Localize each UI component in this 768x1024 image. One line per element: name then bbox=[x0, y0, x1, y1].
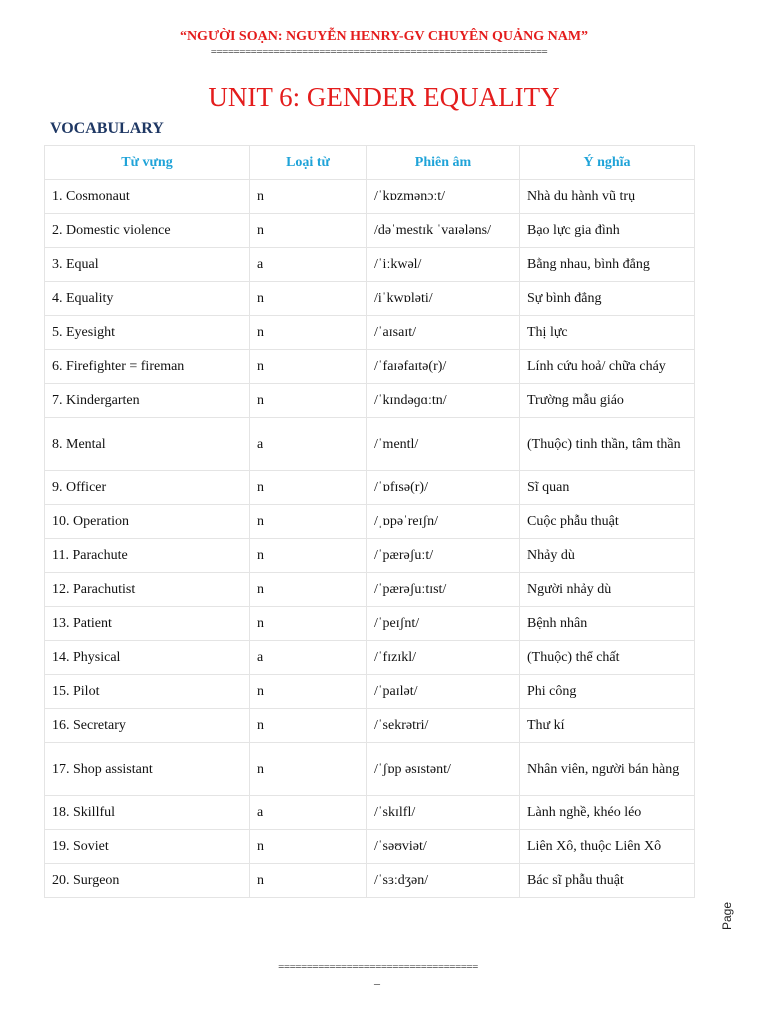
type-cell: n bbox=[250, 607, 367, 641]
word-cell: 19. Soviet bbox=[45, 830, 250, 864]
phonetic-cell: /ˈaɪsaɪt/ bbox=[367, 316, 520, 350]
word-cell: 12. Parachutist bbox=[45, 573, 250, 607]
type-cell: n bbox=[250, 539, 367, 573]
table-row bbox=[45, 180, 695, 214]
meaning-cell: Người nhảy dù bbox=[520, 573, 695, 607]
type-cell: n bbox=[250, 316, 367, 350]
column-header-type: Loại từ bbox=[250, 146, 367, 180]
table-row bbox=[45, 350, 695, 384]
table-row bbox=[45, 282, 695, 316]
type-cell: n bbox=[250, 505, 367, 539]
phonetic-cell: /ˈpaɪlət/ bbox=[367, 675, 520, 709]
phonetic-cell: /ˈskɪlfl/ bbox=[367, 796, 520, 830]
table-row bbox=[45, 830, 695, 864]
meaning-cell: Lành nghề, khéo léo bbox=[520, 796, 695, 830]
phonetic-cell: /ˈfɪzɪkl/ bbox=[367, 641, 520, 675]
word-cell: 8. Mental bbox=[45, 418, 250, 471]
vocabulary-table bbox=[44, 145, 695, 898]
word-cell: 11. Parachute bbox=[45, 539, 250, 573]
phonetic-cell: /ˈʃɒp əsɪstənt/ bbox=[367, 743, 520, 796]
meaning-cell: Nhảy dù bbox=[520, 539, 695, 573]
meaning-cell: Bệnh nhân bbox=[520, 607, 695, 641]
table-row bbox=[45, 505, 695, 539]
table-row bbox=[45, 384, 695, 418]
table-row bbox=[45, 709, 695, 743]
meaning-cell: Trường mẫu giáo bbox=[520, 384, 695, 418]
table-row bbox=[45, 214, 695, 248]
word-cell: 7. Kindergarten bbox=[45, 384, 250, 418]
meaning-cell: Bác sĩ phẫu thuật bbox=[520, 864, 695, 898]
phonetic-cell: /ˈsəʊviət/ bbox=[367, 830, 520, 864]
column-header-word: Từ vựng bbox=[45, 146, 250, 180]
table-row bbox=[45, 743, 695, 796]
meaning-cell: Sĩ quan bbox=[520, 471, 695, 505]
column-header-phonetic: Phiên âm bbox=[367, 146, 520, 180]
word-cell: 14. Physical bbox=[45, 641, 250, 675]
meaning-cell: (Thuộc) tinh thần, tâm thần bbox=[520, 418, 695, 471]
table-row bbox=[45, 796, 695, 830]
type-cell: n bbox=[250, 180, 367, 214]
word-cell: 4. Equality bbox=[45, 282, 250, 316]
meaning-cell: Bằng nhau, bình đẳng bbox=[520, 248, 695, 282]
type-cell: a bbox=[250, 248, 367, 282]
type-cell: n bbox=[250, 350, 367, 384]
table-header-row bbox=[45, 146, 695, 180]
meaning-cell: (Thuộc) thể chất bbox=[520, 641, 695, 675]
phonetic-cell: /ˈsɜːdʒən/ bbox=[367, 864, 520, 898]
phonetic-cell: /ˈkɒzmənɔːt/ bbox=[367, 180, 520, 214]
type-cell: n bbox=[250, 282, 367, 316]
type-cell: a bbox=[250, 418, 367, 471]
word-cell: 3. Equal bbox=[45, 248, 250, 282]
meaning-cell: Lính cứu hoả/ chữa cháy bbox=[520, 350, 695, 384]
unit-title: UNIT 6: GENDER EQUALITY bbox=[208, 82, 560, 112]
phonetic-cell: /iˈkwɒləti/ bbox=[367, 282, 520, 316]
type-cell: n bbox=[250, 830, 367, 864]
footer-divider: =================================== bbox=[278, 961, 478, 973]
meaning-cell: Nhân viên, người bán hàng bbox=[520, 743, 695, 796]
page-label: Page bbox=[720, 901, 734, 930]
footer-dash: – bbox=[374, 976, 380, 990]
phonetic-cell: /ˈsekrətri/ bbox=[367, 709, 520, 743]
meaning-cell: Thư kí bbox=[520, 709, 695, 743]
phonetic-cell: /ˈmentl/ bbox=[367, 418, 520, 471]
type-cell: n bbox=[250, 573, 367, 607]
table-row bbox=[45, 316, 695, 350]
word-cell: 20. Surgeon bbox=[45, 864, 250, 898]
phonetic-cell: /ˈɒfɪsə(r)/ bbox=[367, 471, 520, 505]
word-cell: 13. Patient bbox=[45, 607, 250, 641]
meaning-cell: Liên Xô, thuộc Liên Xô bbox=[520, 830, 695, 864]
table-row bbox=[45, 539, 695, 573]
word-cell: 2. Domestic violence bbox=[45, 214, 250, 248]
word-cell: 5. Eyesight bbox=[45, 316, 250, 350]
section-heading: VOCABULARY bbox=[50, 120, 164, 137]
phonetic-cell: /ˈpeɪʃnt/ bbox=[367, 607, 520, 641]
word-cell: 6. Firefighter = fireman bbox=[45, 350, 250, 384]
word-cell: 9. Officer bbox=[45, 471, 250, 505]
phonetic-cell: /ˈkɪndəɡɑːtn/ bbox=[367, 384, 520, 418]
table-row bbox=[45, 573, 695, 607]
type-cell: n bbox=[250, 675, 367, 709]
word-cell: 18. Skillful bbox=[45, 796, 250, 830]
phonetic-cell: /ˈpærəʃuːtɪst/ bbox=[367, 573, 520, 607]
type-cell: n bbox=[250, 471, 367, 505]
column-header-meaning: Ý nghĩa bbox=[520, 146, 695, 180]
type-cell: n bbox=[250, 709, 367, 743]
word-cell: 15. Pilot bbox=[45, 675, 250, 709]
header-divider: =========================================================== bbox=[210, 46, 548, 58]
meaning-cell: Nhà du hành vũ trụ bbox=[520, 180, 695, 214]
phonetic-cell: /dəˈmestɪk ˈvaɪələns/ bbox=[367, 214, 520, 248]
table-row bbox=[45, 607, 695, 641]
table-row bbox=[45, 418, 695, 471]
phonetic-cell: /ˈiːkwəl/ bbox=[367, 248, 520, 282]
type-cell: n bbox=[250, 864, 367, 898]
meaning-cell: Phi công bbox=[520, 675, 695, 709]
table-row bbox=[45, 471, 695, 505]
meaning-cell: Bạo lực gia đình bbox=[520, 214, 695, 248]
meaning-cell: Sự bình đẳng bbox=[520, 282, 695, 316]
type-cell: n bbox=[250, 384, 367, 418]
phonetic-cell: /ˌɒpəˈreɪʃn/ bbox=[367, 505, 520, 539]
word-cell: 16. Secretary bbox=[45, 709, 250, 743]
word-cell: 17. Shop assistant bbox=[45, 743, 250, 796]
author-credit: “NGƯỜI SOẠN: NGUYỄN HENRY-GV CHUYÊN QUẢNG NAM” bbox=[179, 29, 589, 44]
phonetic-cell: /ˈfaɪəfaɪtə(r)/ bbox=[367, 350, 520, 384]
word-cell: 1. Cosmonaut bbox=[45, 180, 250, 214]
table-row bbox=[45, 864, 695, 898]
table-row bbox=[45, 248, 695, 282]
type-cell: a bbox=[250, 796, 367, 830]
table-row bbox=[45, 675, 695, 709]
type-cell: n bbox=[250, 214, 367, 248]
table-row bbox=[45, 641, 695, 675]
word-cell: 10. Operation bbox=[45, 505, 250, 539]
phonetic-cell: /ˈpærəʃuːt/ bbox=[367, 539, 520, 573]
type-cell: a bbox=[250, 641, 367, 675]
type-cell: n bbox=[250, 743, 367, 796]
meaning-cell: Thị lực bbox=[520, 316, 695, 350]
meaning-cell: Cuộc phẫu thuật bbox=[520, 505, 695, 539]
